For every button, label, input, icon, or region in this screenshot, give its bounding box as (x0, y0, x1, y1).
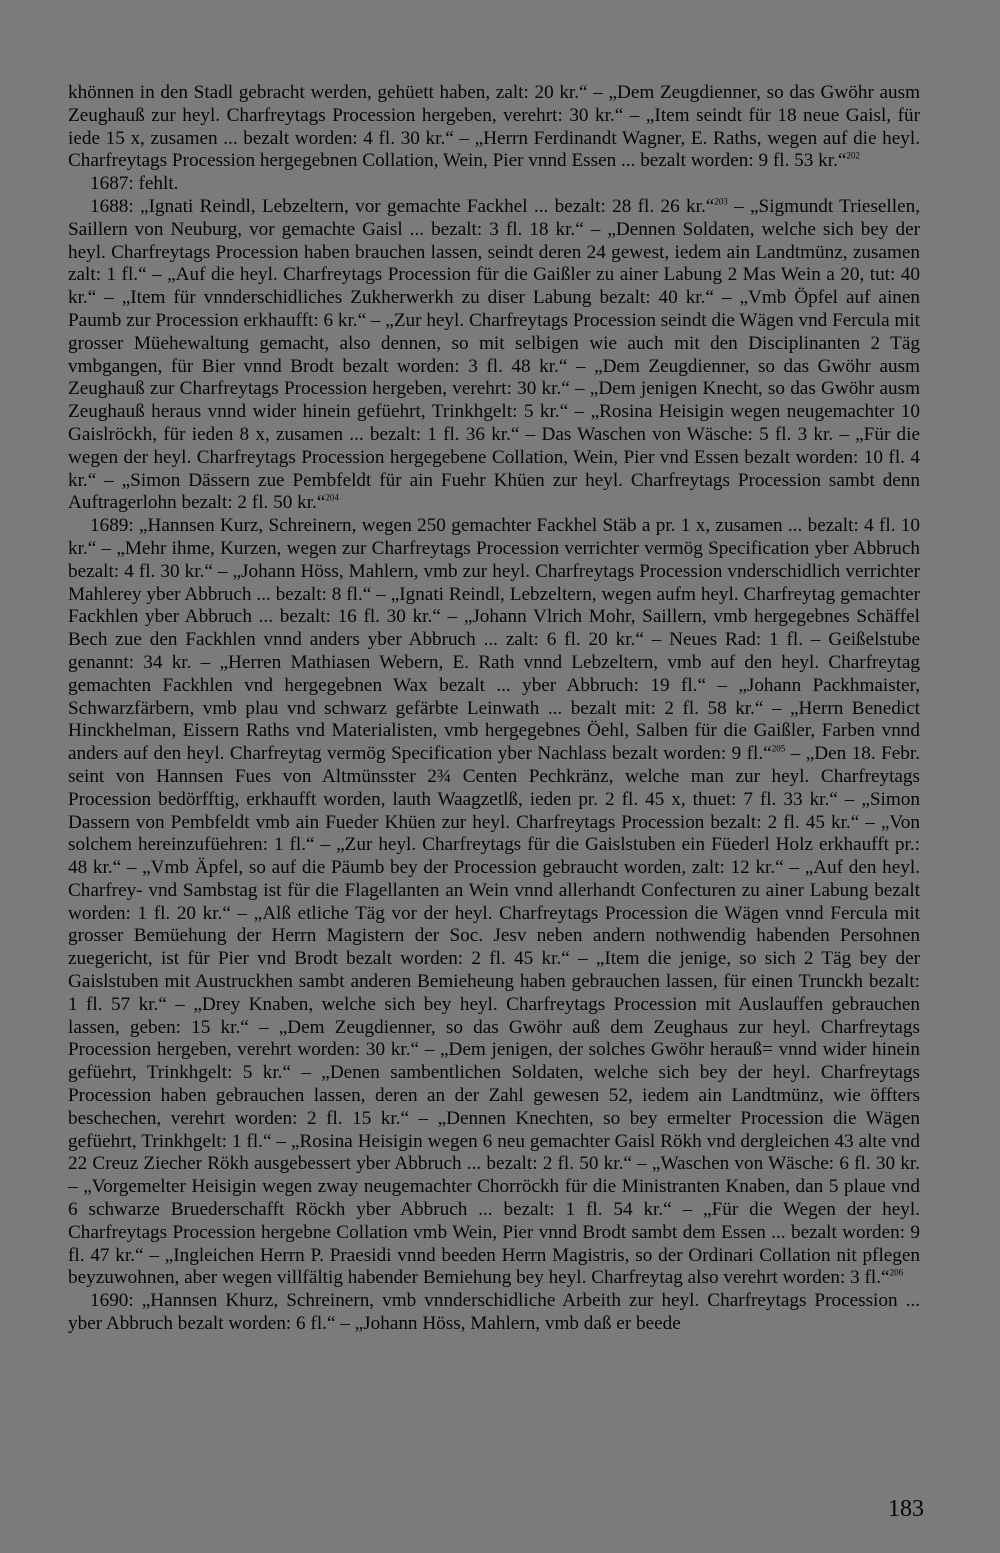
year-label: 1688: (90, 195, 134, 217)
footnote-ref: 206 (889, 1268, 904, 1279)
paragraph-text: – „Sigmundt Triesellen, Saillern von Neuburg, vor gemachte Gaisl ... bezalt: 3 fl. 18 kr.“ – „Dennen Soldaten, welche sich bey der heyl. Charfreytags Procession haben brauchen lassen, seindt deren 24 gewest, iedem ain Landtmünz, zusamen zalt: 1 fl.“ – „Auf die heyl. Charfreytags Procession für die Gaißler zu ainer Labung 2 Mas Wein a 20, tut: 40 kr.“ – „Item für vnnderschidliches Zukherwerkh zu diser Labung bezalt: 40 kr.“ – „Vmb Öpfel auf ainen Paumb zur Procession erkhaufft: 6 kr.“ – „Zur heyl. Charfreytags Procession seindt die Wägen vnd Fercula mit grosser Müehewaltung gemacht, also dennen, so mit selbigen wie auch mit den Disciplinanten 2 Täg vmbgangen, für Bier vnnd Brodt bezalt worden: 3 fl. 48 kr.“ – „Dem Zeugdienner, so das Gwöhr ausm Zeughauß zur Charfreytags Procession hergeben, verehrt: 30 kr.“ – „Dem jenigen Knecht, so das Gwöhr ausm Zeughauß heraus vnnd wider hinein gefüehrt, Trinkhgelt: 5 kr.“ – „Rosina Heisigin wegen neugemachter 10 Gaislröckh, für ieden 8 x, zusamen ... bezalt: 1 fl. 36 kr.“ – Das Waschen von Wäsche: 5 fl. 3 kr. – „Für die wegen der heyl. Charfreytags Procession hergegebene Collation, Wein, Pier vnd Essen bezalt worden: 10 fl. 4 kr.“ – „Simon Dässern zue Pembfeldt für ain Fuehr Khüen zur heyl. Charfreytags Procession sambt denn Auftragerlohn bezalt: 2 fl. 50 kr.“ (68, 195, 920, 514)
paragraph-1690 (68, 1290, 920, 1336)
paragraph-text: khönnen in den Stadl gebracht werden, gehüett haben, zalt: 20 kr.“ – „Dem Zeugdienner, so das Gwöhr ausm Zeughauß zur heyl. Charfreytags Procession hergeben, verehrt: 30 kr.“ – „Item seindt für 18 neue Gaisl, für iede 15 x, zusamen ... bezalt worden: 4 fl. 30 kr.“ – „Herrn Ferdinandt Wagner, E. Raths, wegen auf die heyl. Charfreytags Procession hergegebnen Collation, Wein, Pier vnnd Essen ... bezalt worden: 9 fl. 53 kr.“ (68, 82, 920, 172)
paragraph-1687 (68, 173, 920, 196)
paragraph-text: „Hannsen Kurz, Schreinern, wegen 250 gemachter Fackhel Stäb a pr. 1 x, zusamen ... bezalt: 4 fl. 10 kr.“ – „Mehr ihme, Kurzen, wegen zur Charfreytags Procession verrichter vermög Specification yber Abbruch bezalt: 4 fl. 30 kr.“ – „Johann Höss, Mahlern, vmb zur heyl. Charfreytags Procession vnderschidlich verrichter Mahlerey yber Abbruch ... bezalt: 8 fl.“ – „Ignati Reindl, Lebzeltern, wegen aufm heyl. Charfreytag gemachter Fackhlen yber Abbruch ... bezalt: 16 fl. 30 kr.“ – „Johann Vlrich Mohr, Saillern, vmb hergegebnes Schäffel Bech zue den Fackhlen vnnd anders yber Abbruch ... zalt: 6 fl. 20 kr.“ – Neues Rad: 1 fl. – Geißelstube genannt: 34 kr. – „Herren Mathiasen Webern, E. Rath vnnd Lebzeltern, vmb auf den heyl. Charfreytag gemachten Fackhlen vnd hergegebnen Wax bezalt ... yber Abbruch: 19 fl.“ – „Johann Packhmaister, Schwarzfärbern, vmb plau vnd schwarz gefärbte Leinwath ... bezalt mit: 2 fl. 58 kr.“ – „Herrn Benedict Hinckhelman, Eissern Raths vnd Materialisten, vmb hergegebnes Öehl, Salben für die Gaißler, Farben vnnd anders auf den heyl. Charfreytag vermög Specification yber Nachlass bezalt worden: 9 fl.“ (68, 515, 920, 765)
page-text (68, 82, 920, 1336)
paragraph-1688 (68, 196, 920, 515)
paragraph-text: „Hannsen Khurz, Schreinern, vmb vnnderschidliche Arbeith zur heyl. Charfreytags Procession ... yber Abbruch bezalt worden: 6 fl.“ – „Johann Höss, Mahlern, vmb daß er beede (68, 1290, 920, 1335)
paragraph-text: – „Den 18. Febr. seint von Hannsen Fues von Altmünsster 2¾ Centen Pechkränz, welche man zur heyl. Charfreytags Procession bedörfftig, erkhaufft worden, lauth Waagzetlß, ieden pr. 2 fl. 45 x, thuet: 7 fl. 33 kr.“ – „Simon Dassern von Pembfeldt vmb ain Fueder Khüen zur heyl. Charfreytags Procession bezalt: 2 fl. 45 kr.“ – „Von solchem hereinzufüehren: 1 fl.“ – „Zur heyl. Charfreytags für die Gaislstuben ein Füederl Holz erkhaufft pr.: 48 kr.“ – „Vmb Äpfel, so auf die Päumb bey der Procession gebraucht worden, zalt: 12 kr.“ – „Auf den heyl. Charfrey- vnd Sambstag ist für die Flagellanten an Wein vnnd allerhandt Confecturen zu ainer Labung bezalt worden: 1 fl. 20 kr.“ – „Alß etliche Täg vor der heyl. Charfreytags Procession die Wägen vnnd Fercula mit grosser Bemüehung der Herrn Magistern der Soc. Jesv neben andern nothwendig habenden Persohnen zuegericht, ist für Pier vnd Brodt bezalt worden: 2 fl. 45 kr.“ – „Item die jenige, so sich 2 Täg bey der Gaislstuben mit Austruckhen sambt anderen Bemieheung haben gebrauchen lassen, für einen Trunckh bezalt: 1 fl. 57 kr.“ – „Drey Knaben, welche sich bey heyl. Charfreytags Procession mit Auslauffen gebrauchen lassen, geben: 15 kr.“ – „Dem Zeugdienner, so das Gwöhr auß dem Zeughaus zur heyl. Charfreytags Procession hergeben, verehrt worden: 30 kr.“ – „Dem jenigen, der solches Gwöhr herauß= vnnd wider hinein gefüehrt, Trinkhgelt: 5 kr.“ – „Denen sambentlichen Soldaten, welche sich bey der heyl. Charfreytags Procession haben gebrauchen lassen, deren an der Zahl gewesen 52, iedem ain Landtmünz, wie öffters beschechen, verehrt worden: 2 fl. 15 kr.“ – „Dennen Knechten, so bey ermelter Procession die Wägen gefüehrt, Trinkhgelt: 1 fl.“ – „Rosina Heisigin wegen 6 neu gemachter Gaisl Rökh vnd dergleichen 43 alte vnd 22 Creuz Ziecher Rökh ausgebessert yber Abbruch ... bezalt: 2 fl. 50 kr.“ – „Waschen von Wäsche: 6 fl. 30 kr. – „Vorgemelter Heisigin wegen zway neugemachter Chorröckh für die Ministranten Knaben, dan 5 plaue vnd 6 schwarze Bruederschafft Röckh yber Abbruch ... bezalt: 1 fl. 54 kr.“ – „Für die Wegen der heyl. Charfreytags Procession hergebne Collation vmb Wein, Pier vnnd Brodt sambt dem Essen ... bezalt worden: 9 fl. 47 kr.“ – „Ingleichen Herrn P. Praesidi vnnd beeden Herrn Magistris, so der Ordinari Collation nit pflegen beyzuwohnen, aber wegen villfältig habender Bemiehung bey heyl. Charfreytag also verehrt worden: 3 fl.“ (68, 743, 920, 1289)
year-label: 1690: (90, 1290, 134, 1312)
paragraph-text: „Ignati Reindl, Lebzeltern, vor gemachte Fackhel ... bezalt: 28 fl. 26 kr.“ (133, 195, 715, 217)
footnote-ref: 204 (325, 492, 339, 503)
footnote-ref: 203 (714, 196, 728, 207)
paragraph-1689 (68, 515, 920, 1290)
page-number: 183 (888, 1496, 924, 1522)
footnote-ref: 202 (846, 151, 860, 161)
paragraph-0 (68, 82, 920, 173)
year-label: 1687: (90, 173, 134, 195)
year-label: 1689: (90, 515, 134, 537)
paragraph-text: fehlt. (133, 173, 179, 195)
footnote-ref: 205 (771, 743, 786, 754)
